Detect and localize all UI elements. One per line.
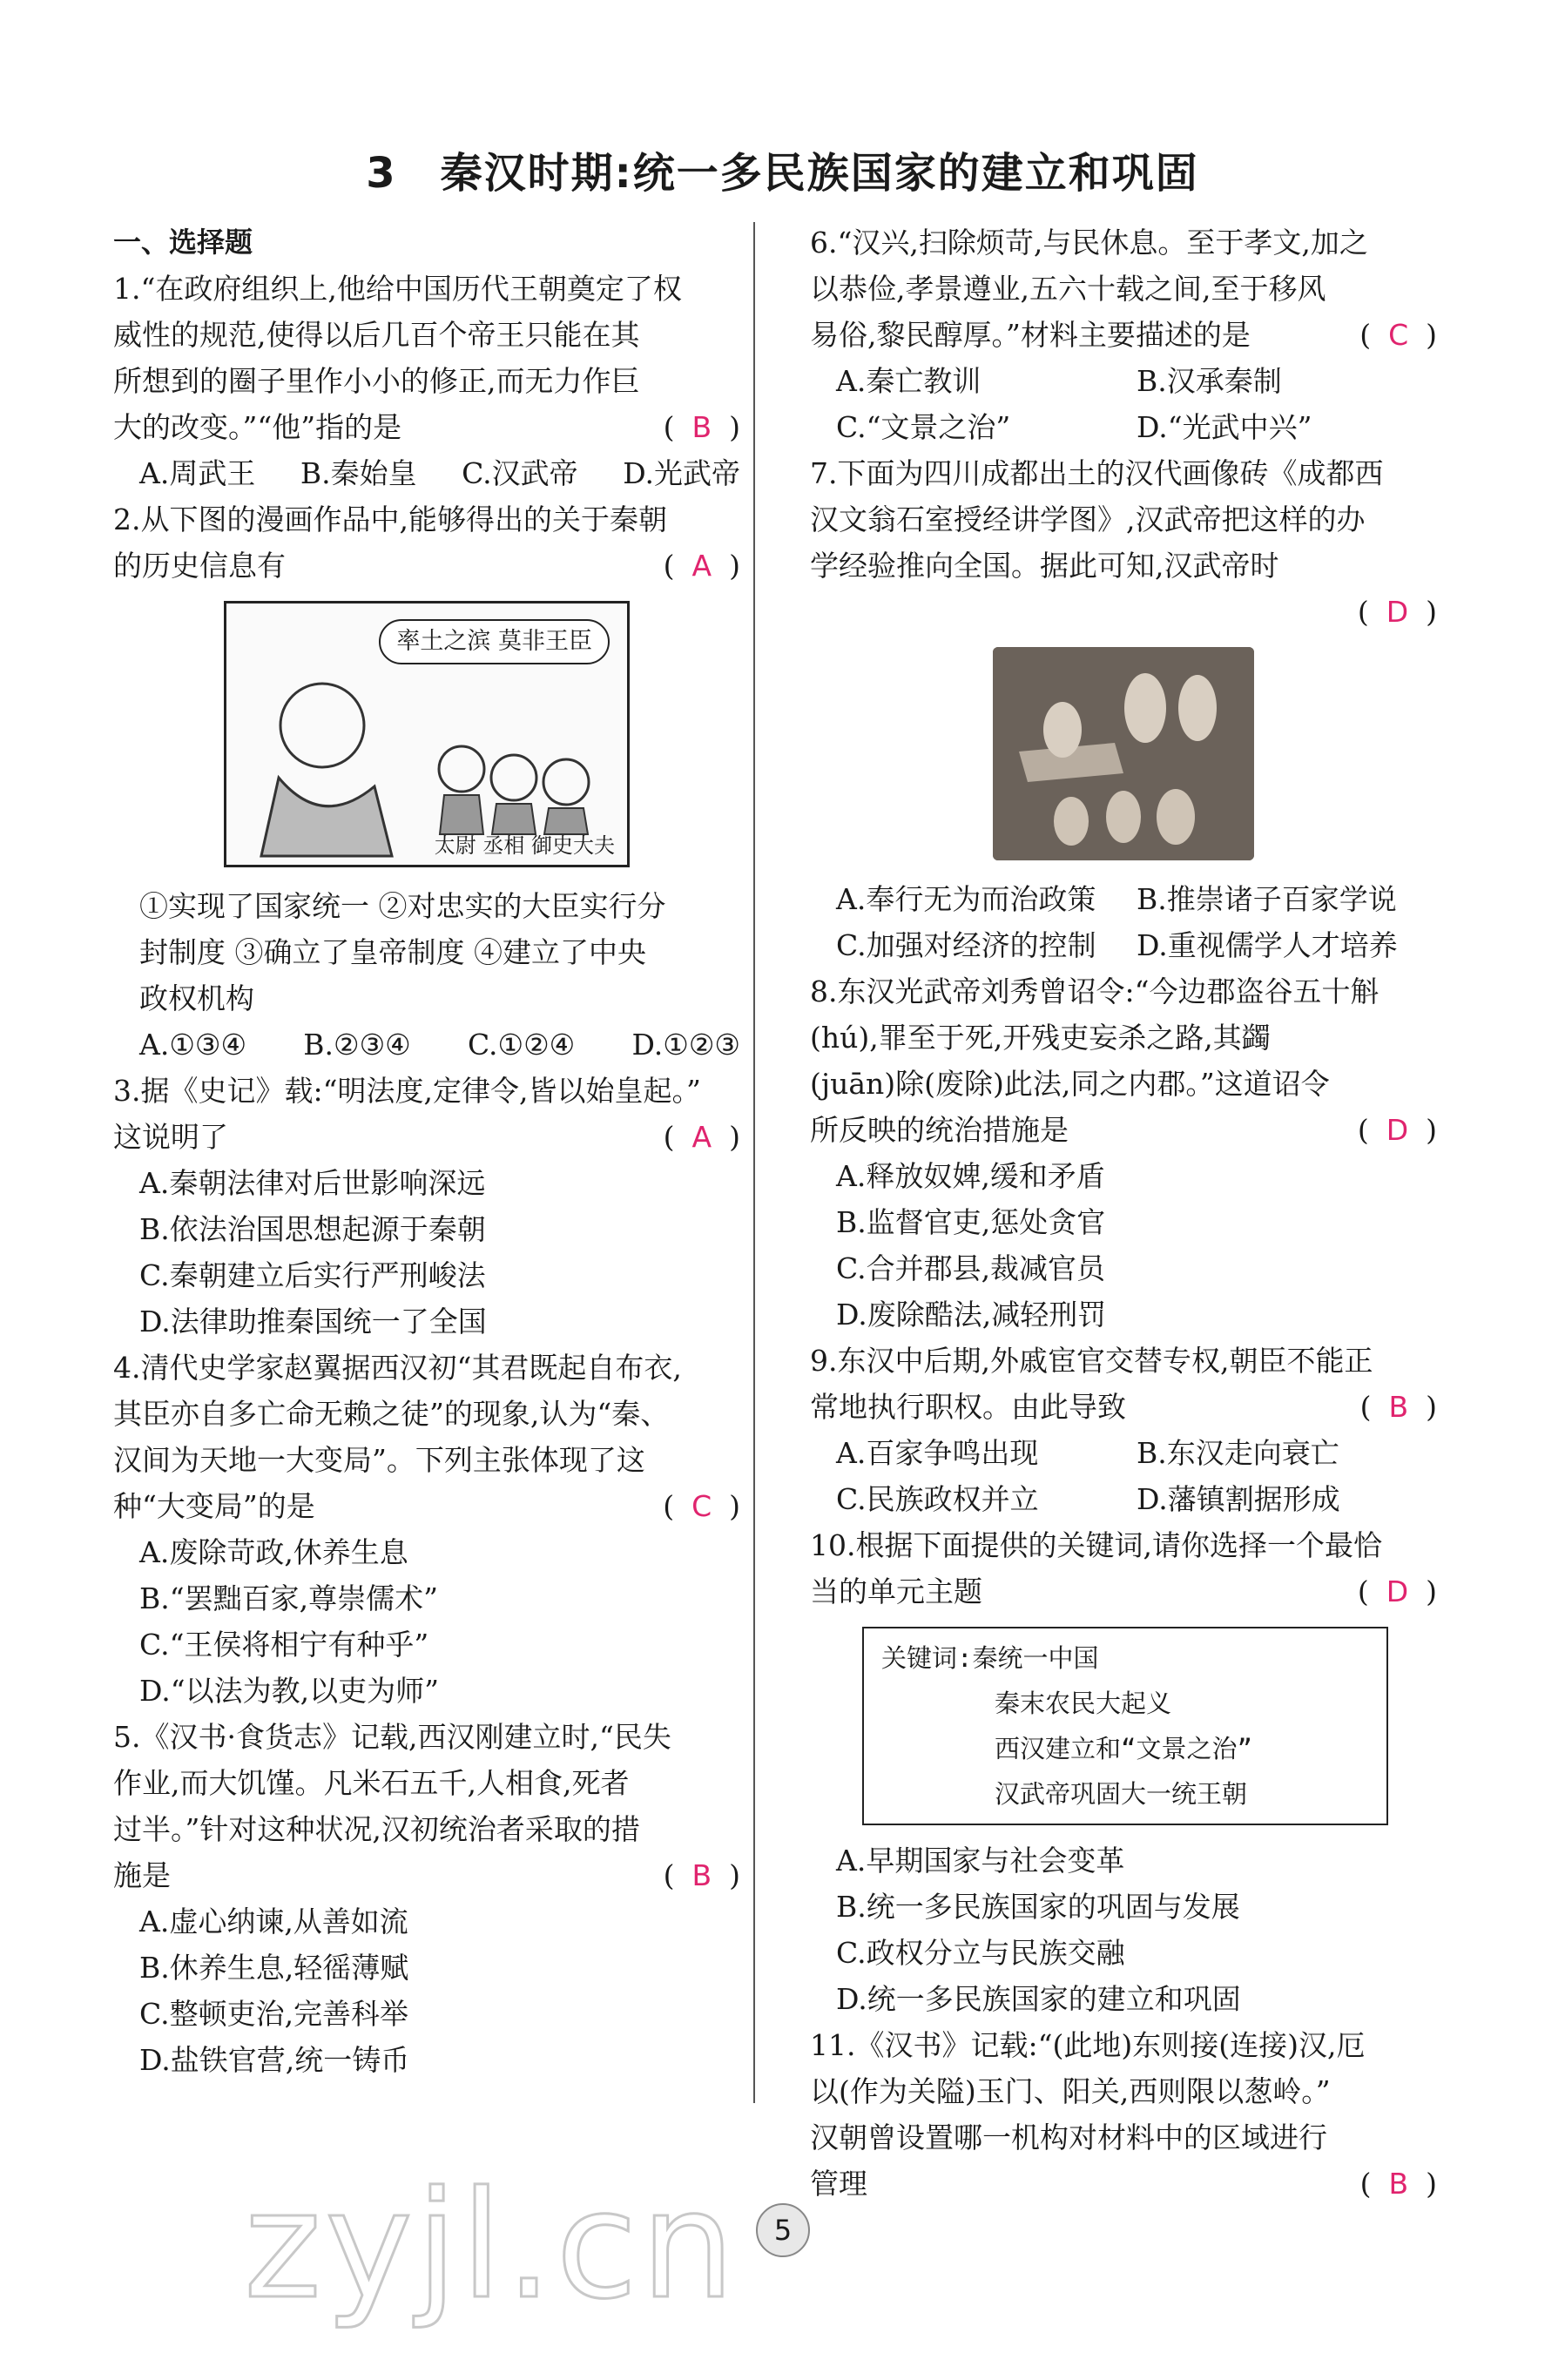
answer-bracket: ( B ): [663, 410, 740, 444]
answer-bracket: ( C ): [663, 1489, 740, 1523]
option: A.秦朝法律对后世影响深远: [139, 1166, 486, 1200]
answer-bracket: ( D ): [1357, 1113, 1437, 1147]
option: B.推崇诸子百家学说: [1137, 882, 1397, 916]
question-line: 所反映的统治措施是: [810, 1113, 1069, 1147]
question-line: 5.《汉书·食货志》记载,西汉刚建立时,“民失: [113, 1720, 671, 1754]
left-column: [113, 219, 740, 2083]
answer-value: A: [691, 1120, 712, 1154]
option: D.光武帝: [623, 456, 740, 490]
keyword: 秦统一中国: [972, 1643, 1099, 1673]
question-line: 以恭俭,孝景遵业,五六十载之间,至于移风: [810, 272, 1326, 306]
question-line: 施是: [113, 1858, 171, 1892]
question-line: 威性的规范,使得以后几百个帝王只能在其: [113, 318, 640, 352]
question-6: [810, 219, 1437, 358]
column-divider: [753, 222, 755, 2103]
option: C.加强对经济的控制: [836, 928, 1096, 962]
options: [810, 1476, 1437, 1522]
keywords-label: 关键词:: [881, 1643, 973, 1673]
cartoon-figure: [113, 601, 740, 867]
question-line: 7.下面为四川成都出土的汉代画像砖《成都西: [810, 456, 1384, 490]
qin-cartoon-image: [224, 601, 630, 867]
answer-value: A: [691, 549, 712, 583]
answer-bracket: ( A ): [663, 549, 740, 583]
page-number: 5: [756, 2203, 810, 2257]
option: C.民族政权并立: [836, 1482, 1039, 1516]
question-7: [810, 450, 1437, 635]
option: C.政权分立与民族交融: [836, 1936, 1125, 1970]
option: A.释放奴婢,缓和矛盾: [836, 1159, 1105, 1193]
question-line: 4.清代史学家赵翼据西汉初“其君既起自布衣,: [113, 1351, 682, 1385]
question-line: 6.“汉兴,扫除烦苛,与民休息。至于孝文,加之: [810, 226, 1368, 260]
option: C.整顿吏治,完善科举: [139, 1997, 409, 2031]
question-1: [113, 266, 740, 450]
question-line: (juān)除(废除)此法,同之内郡。”这道诏令: [810, 1067, 1330, 1101]
option: B.东汉走向衰亡: [1137, 1436, 1339, 1470]
option: A.周武王: [139, 456, 256, 490]
question-line: 1.“在政府组织上,他给中国历代王朝奠定了权: [113, 272, 682, 306]
option: D.“以法为教,以吏为师”: [139, 1674, 440, 1708]
keywords-box: [862, 1627, 1388, 1825]
question-line: 管理: [810, 2167, 867, 2201]
answer-value: B: [1388, 1390, 1409, 1424]
option: D.藩镇割据形成: [1137, 1482, 1340, 1516]
option: C.汉武帝: [462, 456, 578, 490]
speech-bubble: 率土之滨 莫非王臣: [379, 619, 610, 664]
question-line: 其臣亦自多亡命无赖之徒”的现象,认为“秦、: [113, 1397, 670, 1431]
section-heading: 一、选择题: [113, 226, 253, 259]
option: A.早期国家与社会变革: [836, 1844, 1125, 1878]
question-line: 易俗,黎民醇厚。”材料主要描述的是: [810, 318, 1251, 352]
options: [810, 922, 1437, 968]
answer-bracket: ( D ): [1357, 595, 1437, 629]
keyword: 汉武帝巩固大一统王朝: [995, 1779, 1248, 1809]
question-8: [810, 968, 1437, 1153]
option: D.重视儒学人才培养: [1137, 928, 1398, 962]
question-line: 当的单元主题: [810, 1574, 982, 1608]
question-line: 常地执行职权。由此导致: [810, 1390, 1126, 1424]
option: D.废除酷法,减轻刑罚: [836, 1298, 1107, 1332]
option: B.秦始皇: [300, 456, 417, 490]
option: A.虚心纳谏,从善如流: [139, 1905, 408, 1938]
option: A.奉行无为而治政策: [836, 882, 1096, 916]
question-line: 汉文翁石室授经讲学图》,汉武帝把这样的办: [810, 502, 1366, 536]
option: C.“王侯将相宁有种乎”: [139, 1628, 429, 1662]
options: [810, 404, 1437, 450]
statement-line: 政权机构: [139, 981, 254, 1015]
option: A.废除苛政,休养生息: [139, 1535, 408, 1569]
answer-bracket: ( D ): [1357, 1574, 1437, 1608]
question-line: 所想到的圈子里作小小的修正,而无力作巨: [113, 364, 640, 398]
answer-value: B: [1388, 2167, 1409, 2201]
answer-value: D: [1386, 595, 1409, 629]
question-2: [113, 496, 740, 589]
option: B.“罢黜百家,尊崇儒术”: [139, 1581, 438, 1615]
answer-value: C: [1388, 318, 1409, 352]
answer-value: B: [691, 1858, 712, 1892]
option: A.①③④: [139, 1028, 247, 1062]
answer-bracket: ( C ): [1359, 318, 1437, 352]
question-line: 以(作为关隘)玉门、阳关,西则限以葱岭。”: [810, 2074, 1331, 2108]
option: C.合并郡县,裁减官员: [836, 1251, 1106, 1285]
keyword: 秦末农民大起义: [995, 1689, 1172, 1718]
option: B.休养生息,轻徭薄赋: [139, 1951, 409, 1985]
question-line: 8.东汉光武帝刘秀曾诏令:“今边郡盗谷五十斛: [810, 974, 1379, 1008]
question-line: 的历史信息有: [113, 549, 286, 583]
option: A.秦亡教训: [836, 364, 981, 398]
answer-value: D: [1386, 1113, 1409, 1147]
option: D.统一多民族国家的建立和巩固: [836, 1982, 1241, 2016]
question-3: [113, 1068, 740, 1160]
question-line: 11.《汉书》记载:“(此地)东则接(连接)汉,厄: [810, 2028, 1366, 2062]
cartoon-caption: 太尉 丞相 御史大夫: [434, 833, 615, 858]
option: B.统一多民族国家的巩固与发展: [836, 1890, 1240, 1924]
right-column: [810, 219, 1437, 2207]
option: A.百家争鸣出现: [836, 1436, 1039, 1470]
han-relief-brick-image: [993, 647, 1254, 860]
option: B.监督官吏,惩处贪官: [836, 1205, 1106, 1239]
watermark: zyjl.cn: [244, 2160, 739, 2332]
question-line: 过半。”针对这种状况,汉初统治者采取的措: [113, 1812, 640, 1846]
question-line: 9.东汉中后期,外戚宦官交替专权,朝臣不能正: [810, 1344, 1373, 1378]
answer-bracket: ( B ): [663, 1858, 740, 1892]
option: B.汉承秦制: [1137, 364, 1282, 398]
answer-bracket: ( A ): [663, 1120, 740, 1154]
question-line: 学经验推向全国。据此可知,汉武帝时: [810, 549, 1279, 583]
option: C.秦朝建立后实行严刑峻法: [139, 1258, 486, 1292]
answer-value: B: [691, 410, 712, 444]
option: D.“光武中兴”: [1137, 410, 1312, 444]
options: [113, 450, 740, 496]
statement-line: ①实现了国家统一 ②对忠实的大臣实行分: [139, 889, 666, 923]
chapter-title: 秦汉时期:统一多民族国家的建立和巩固: [440, 149, 1199, 198]
question-9: [810, 1338, 1437, 1430]
relief-drawing: [993, 647, 1254, 860]
answer-value: C: [691, 1489, 712, 1523]
question-line: 3.据《史记》载:“明法度,定律令,皆以始皇起。”: [113, 1074, 701, 1108]
question-5: [113, 1714, 740, 1898]
question-line: 汉间为天地一大变局”。下列主张体现了这: [113, 1443, 645, 1477]
option: C.“文景之治”: [836, 410, 1011, 444]
question-line: 汉朝曾设置哪一机构对材料中的区域进行: [810, 2120, 1327, 2154]
question-line: 作业,而大饥馑。凡米石五千,人相食,死者: [113, 1766, 630, 1800]
question-line: 2.从下图的漫画作品中,能够得出的关于秦朝: [113, 502, 667, 536]
question-11: [810, 2022, 1437, 2207]
question-4: [113, 1345, 740, 1529]
relief-figure: [810, 647, 1437, 860]
option: D.①②③: [631, 1028, 740, 1062]
option: C.①②④: [467, 1028, 576, 1062]
question-line: 这说明了: [113, 1120, 228, 1154]
question-line: 大的改变。”“他”指的是: [113, 410, 402, 444]
option: D.盐铁官营,统一铸币: [139, 2043, 410, 2077]
statement-line: 封制度 ③确立了皇帝制度 ④建立了中央: [139, 935, 646, 969]
question-line: 种“大变局”的是: [113, 1489, 315, 1523]
page-title: [0, 139, 1565, 199]
question-line: 10.根据下面提供的关键词,请你选择一个最恰: [810, 1528, 1382, 1562]
option: B.依法治国思想起源于秦朝: [139, 1212, 486, 1246]
question-10: [810, 1522, 1437, 1615]
keyword: 西汉建立和“文景之治”: [995, 1734, 1252, 1763]
answer-value: D: [1386, 1574, 1409, 1608]
option: B.②③④: [303, 1028, 411, 1062]
option: D.法律助推秦国统一了全国: [139, 1305, 487, 1338]
options: [810, 358, 1437, 404]
options: [113, 1021, 740, 1068]
options: [810, 876, 1437, 922]
options: [810, 1430, 1437, 1476]
answer-bracket: ( B ): [1359, 2167, 1437, 2201]
question-line: (hú),罪至于死,开残吏妄杀之路,其蠲: [810, 1021, 1271, 1055]
chapter-number: 3: [366, 149, 397, 198]
answer-bracket: ( B ): [1359, 1390, 1437, 1424]
